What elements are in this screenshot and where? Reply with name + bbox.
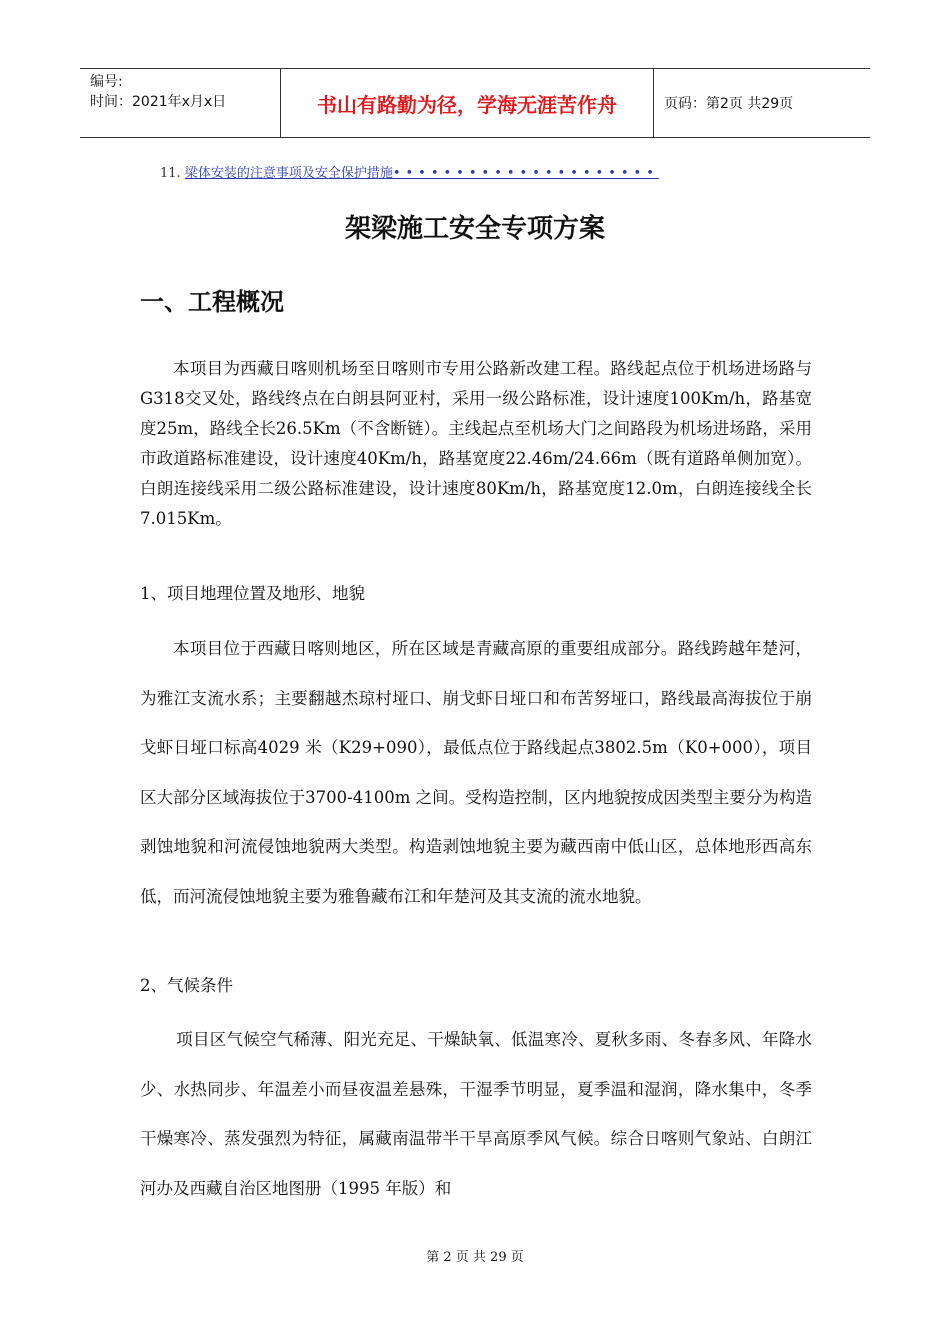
document-time-label: 时间：2021年x月x日	[90, 94, 227, 110]
page-footer: 第 2 页 共 29 页	[426, 1250, 524, 1265]
toc-entry-link[interactable]: 梁体安装的注意事项及安全保护措施	[184, 166, 393, 181]
subheading-climate: 2、气候条件	[140, 976, 233, 995]
document-number-label: 编号:	[90, 74, 123, 90]
toc-entry-number: 11.	[160, 166, 181, 181]
toc-entry-leader-dots: •••••••••••••••••••••	[392, 166, 659, 181]
paragraph-project-overview: 本项目为西藏日喀则机场至日喀则市专用公路新改建工程。路线起点位于机场进场路与G318交叉处，路线终点在白朗县阿亚村，采用一级公路标准，设计速度100Km/h，路基宽度25m，路线全长26.5Km（不含断链）。主线起点至机场大门之间路段为机场进场路，采用市政道路标准建设，设计速度40Km/h，路基宽度22.46m/24.66m（既有道路单侧加宽）。白朗连接线采用二级公路标准建设，设计速度80Km/h，路基宽度12.0m，白朗连接线全长7.015Km。	[140, 359, 812, 528]
header-meta-cell	[80, 69, 281, 137]
paragraph-climate: 项目区气候空气稀薄、阳光充足、干燥缺氧、低温寒冷、夏秋多雨、冬春多风、年降水少、水热同步、年温差小而昼夜温差悬殊，干湿季节明显，夏季温和湿润，降水集中，冬季干燥寒冷、蒸发强烈为特征，属藏南温带半干旱高原季风气候。综合日喀则气象站、白朗江河办及西藏自治区地图册（1995 年版）和	[140, 1030, 812, 1198]
header-motto: 书山有路勤为径，学海无涯苦作舟	[281, 69, 654, 137]
subheading-location-terrain: 1、项目地理位置及地形、地貌	[140, 584, 365, 603]
section-heading-overview: 一、工程概况	[140, 288, 284, 316]
header-table	[80, 68, 870, 138]
paragraph-location-terrain: 本项目位于西藏日喀则地区，所在区域是青藏高原的重要组成部分。路线跨越年楚河，为雅江支流水系；主要翻越杰琼村垭口、崩戈虾日垭口和布苦努垭口，路线最高海拔位于崩戈虾日垭口标高4029 米（K29+090），最低点位于路线起点3802.5m（K0+000），项目区大部分区域海拔位于3700-4100m 之间。受构造控制，区内地貌按成因类型主要分为构造剥蚀地貌和河流侵蚀地貌两大类型。构造剥蚀地貌主要为藏西南中低山区，总体地形西高东低，而河流侵蚀地貌主要为雅鲁藏布江和年楚河及其支流的流水地貌。	[140, 639, 812, 906]
document-title: 架梁施工安全专项方案	[344, 214, 605, 244]
toc-entry[interactable]	[160, 162, 659, 181]
header-page-label: 页码：第2页 共29页	[664, 96, 794, 112]
